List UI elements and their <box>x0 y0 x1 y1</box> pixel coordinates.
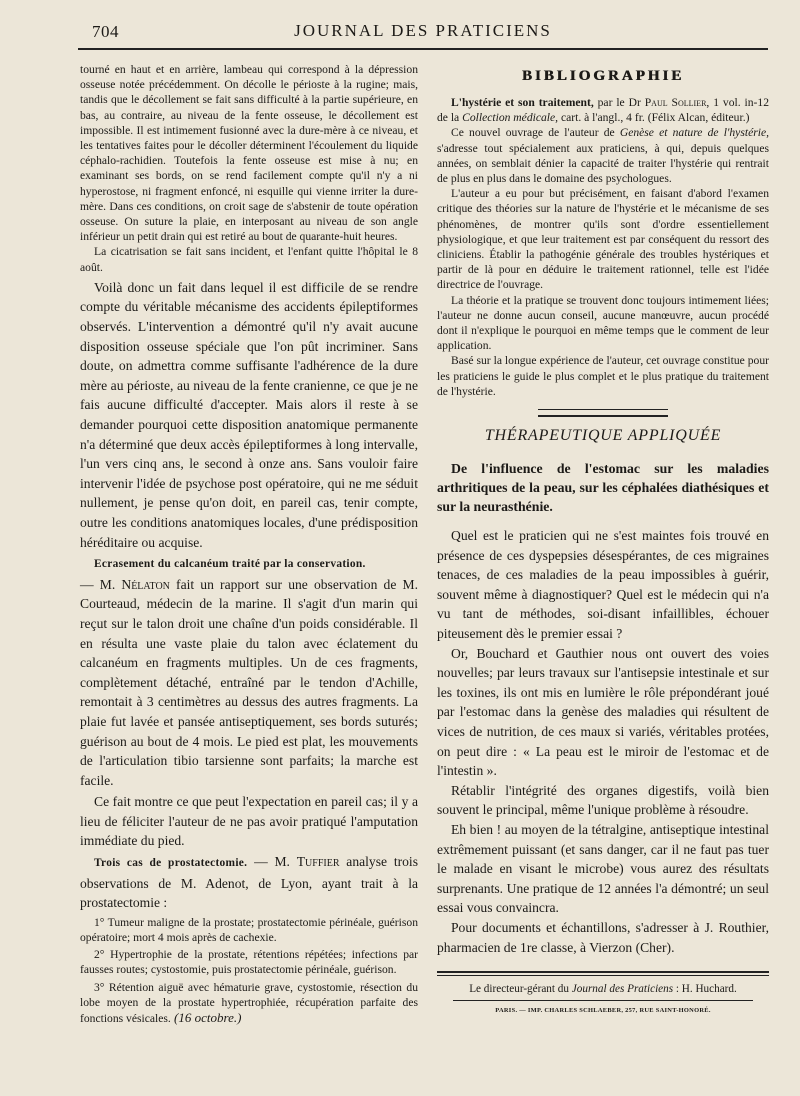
article-paragraph-4: Eh bien ! au moyen de la tétralgine, antiseptique intestinal extrêmement puissant (et sans danger, car il ne faut pas tuer le malade en visant le microbe) vous aurez des résultats surprenants. Une pratique de 12 années l'a démontré; un seul essai vous convaincra. <box>437 821 769 916</box>
right-column <box>437 62 769 1014</box>
paragraph-expectation: Ce fait montre ce que peut l'expectation en pareil cas; il y a lieu de féliciter l'auteur de ne pas avoir pratiqué l'amputation immédiate du pied. <box>80 794 418 849</box>
footer-printer: PARIS. — IMP. CHARLES SCHLAEBER, 257, RUE SAINT-HONORÉ. <box>495 1007 711 1015</box>
book-by: par le Dr <box>593 96 645 109</box>
case-3-date: (16 octobre.) <box>170 1010 242 1026</box>
section-prostatectomie <box>80 852 418 913</box>
case-3 <box>80 980 418 1027</box>
left-column <box>80 62 418 1026</box>
book-reference <box>437 95 769 125</box>
paragraph-continued: tourné en haut et en arrière, lambeau qui correspond à la dépression osseuse notée précédemment. On décolle le périoste à la rugine; mais, tandis que le décollement se fait sans difficulté à la partie supérieure, en bas, au contraire, au niveau de la fente osseuse, le décollement est impossible. Il est intimement fusionné avec la dure-mère à ce niveau, et les tentatives faites pour le décoller déterminent l'écoulement du liquide céphalo-rachidien. Toutefois la fente osseuse est mise à nu; en examinant ses bords, on se rend facilement compte qu'il n'y a ni hyperostose, ni fragment enfoncé, ni esquille qui vienne irriter la dure-mère. Dans ces conditions, on croit sage de s'abstenir de toute opération osseuse. On suture la plaie, en interposant au niveau de son angle inférieur un petit drain qui est retiré au bout de quarante-huit heures. <box>80 63 418 244</box>
bib-paragraph-3: La théorie et la pratique se trouvent donc toujours intimement liées; l'auteur ne donne aucun conseil, aucune manœuvre, aucun procédé dont il n'explique le pourquoi en même temps que le comment de leur application. <box>437 293 769 353</box>
section-divider <box>538 409 668 417</box>
book-details-b: cart. à l'angl., 4 fr. (Félix Alcan, éditeur.) <box>558 111 750 125</box>
ecrasement-title: Ecrasement du calcanéum traité par la conservation. <box>94 558 366 571</box>
article-title: De l'influence de l'estomac sur les maladies arthritiques de la peau, sur les céphalées diathésiques et sur la neurasthénie. <box>437 461 769 515</box>
book-collection: Collection médicale, <box>462 111 559 125</box>
ecrasement-author: Nélaton <box>121 576 170 592</box>
prostatectomie-text: analyse trois observations de M. Adenot, de Lyon, ayant trait à la prostatectomie : <box>80 854 418 911</box>
book-author: Paul Sollier, <box>644 96 710 109</box>
prostatectomie-author: Tuffier <box>296 854 340 870</box>
footer-rule <box>437 971 769 976</box>
footer-manager-b: : H. Huchard. <box>673 983 737 996</box>
paragraph-discussion: Voilà donc un fait dans lequel il est difficile de se rendre compte du véritable mécanisme des accidents épileptiformes observés. L'intervention a démontré qu'il n'y avait aucune disposition osseuse spéciale que l'on pût incriminer. Sans doute, on admettra comme suffisante l'adhérence de la dure mère au périoste, au niveau de la fente cranienne, ce que je ne fais aucune difficulté d'accepter. Mais alors il reste à se demander pourquoi cette disposition anatomique permanente n'a déterminé que deux accès épileptiformes à long intervalle, l'un vers cinq ans, le second à onze ans. Sans vouloir faire intervenir l'idée de psychose post opératoire, qui ne me séduit nullement, je pense qu'on doit, en pareil cas, tenir compte, outre les conditions anatomiques locales, d'une prédisposition héréditaire ou acquise. <box>80 279 418 550</box>
bib-p1-italic: Genèse et nature de l'hystérie, <box>619 126 769 140</box>
bib-paragraph-2: L'auteur a eu pour but précisément, en faisant d'abord l'examen critique des théories sur la nature de l'hystérie et le mécanisme de ses phénomènes, de montrer qu'ils sont d'ordre essentiellement physiologique, et que leur traitement est par conséquent du ressort des cliniciens. Établir la pathogénie générale des troubles hystériques et partir de là pour en déduire le traitement rationnel, telle est l'idée directrice de l'ouvrage. <box>437 187 769 292</box>
footer-manager <box>437 982 769 996</box>
section-ecrasement <box>80 553 418 790</box>
bib-p1-b: s'adresse tout spécialement aux praticiens, à qui, depuis quelques années, on semblait dénier la capacité de traiter l'hystérie qui rentrait de plus en plus dans le domaine des psychologues. <box>437 141 769 186</box>
journal-title: JOURNAL DES PRATICIENS <box>294 21 552 40</box>
book-title: L'hystérie et son traitement, <box>451 96 594 109</box>
article-paragraph-1: Quel est le praticien qui ne s'est maintes fois trouvé en présence de ces dyspepsies désespérantes, de ces migraines tenaces, de ces maladies de la peau impossibles à guérir, souvent même à diagnostiquer? Quel est le médecin qui n'a vu tant de méthodes, soi-disant infaillibles, échouer piteusement dès le premier essai ? <box>437 528 769 642</box>
article-paragraph-5: Pour documents et échantillons, s'adresser à J. Routhier, pharmacien de 1re classe, à Vierzon (Cher). <box>437 919 769 955</box>
bib-p1-a: Ce nouvel ouvrage de l'auteur de <box>451 126 620 140</box>
book-details-a: 1 vol. in-12 de la <box>437 96 769 125</box>
page-header <box>78 18 768 46</box>
bib-paragraph-1 <box>437 125 769 186</box>
case-3-text: 3° Rétention aiguë avec hématurie grave, cystostomie, résection du lobe moyen de la prostate hypertrophiée, récupération parfaite des fonctions vésicales. <box>80 980 418 1026</box>
article-paragraph-3: Rétablir l'intégrité des organes digestifs, voilà bien souvent le principal, même l'unique problème à résoudre. <box>437 782 769 818</box>
therapeutique-heading: THÉRAPEUTIQUE APPLIQUÉE <box>484 427 722 445</box>
bibliographie-heading: BIBLIOGRAPHIE <box>521 68 685 84</box>
prostatectomie-dash: — M. <box>247 854 297 870</box>
prostatectomie-title: Trois cas de prostatectomie. <box>94 857 248 870</box>
bib-paragraph-4: Basé sur la longue expérience de l'auteur, cet ouvrage constitue pour les praticiens le guide le plus complet et le plus pratique du traitement de l'hystérie. <box>437 354 769 398</box>
article-paragraph-2: Or, Bouchard et Gauthier nous ont ouvert des voies nouvelles; par leurs travaux sur l'antisepsie intestinale et sur les toxines, ils ont mis en lumière le rôle prépondérant joué par l'estomac dans la genèse des maladies qui résultent de vices de nutrition, de ces maux si variés, véritables protées, on peut dire : « La peau est le miroir de l'estomac et de l'intestin ». <box>437 645 769 779</box>
case-1: 1° Tumeur maligne de la prostate; prostatectomie périnéale, guérison opératoire; mort 4 mois après de cachexie. <box>80 915 418 945</box>
footer-manager-a: Le directeur-gérant du <box>469 983 572 996</box>
header-rule <box>78 48 768 50</box>
ecrasement-text: fait un rapport sur une observation de M. Courteaud, médecin de la marine. Il s'agit d'un marin qui reçut sur le talon droit une chaîne d'un poids considérable. Il en résulta une vaste plaie du talon avec éclatement du calcanéum en fragments multiples. Un de ces fragments, complètement détaché, entraîné par le tendon d'Achille, remontait à 3 centimètres au dessus des autres fragments. La plaie fut lavée et pansée antiseptiquement, ses bords suturés; guérison au bout de 4 mois. Le pied est plat, les mouvements de l'articulation tibio tarsienne sont parfaits; la marche est facile. <box>80 576 418 788</box>
paragraph-cicatrisation: La cicatrisation se fait sans incident, et l'enfant quitte l'hôpital le 8 août. <box>80 245 418 274</box>
footer-rule-small <box>453 1000 753 1001</box>
case-2: 2° Hypertrophie de la prostate, rétentions répétées; infections par fausses routes; cystostomie, puis prostatectomie périnéale, guérison. <box>80 948 418 977</box>
footer-manager-journal: Journal des Praticiens <box>571 983 674 996</box>
page-number: 704 <box>92 22 119 41</box>
ecrasement-dash: — M. <box>80 576 122 592</box>
